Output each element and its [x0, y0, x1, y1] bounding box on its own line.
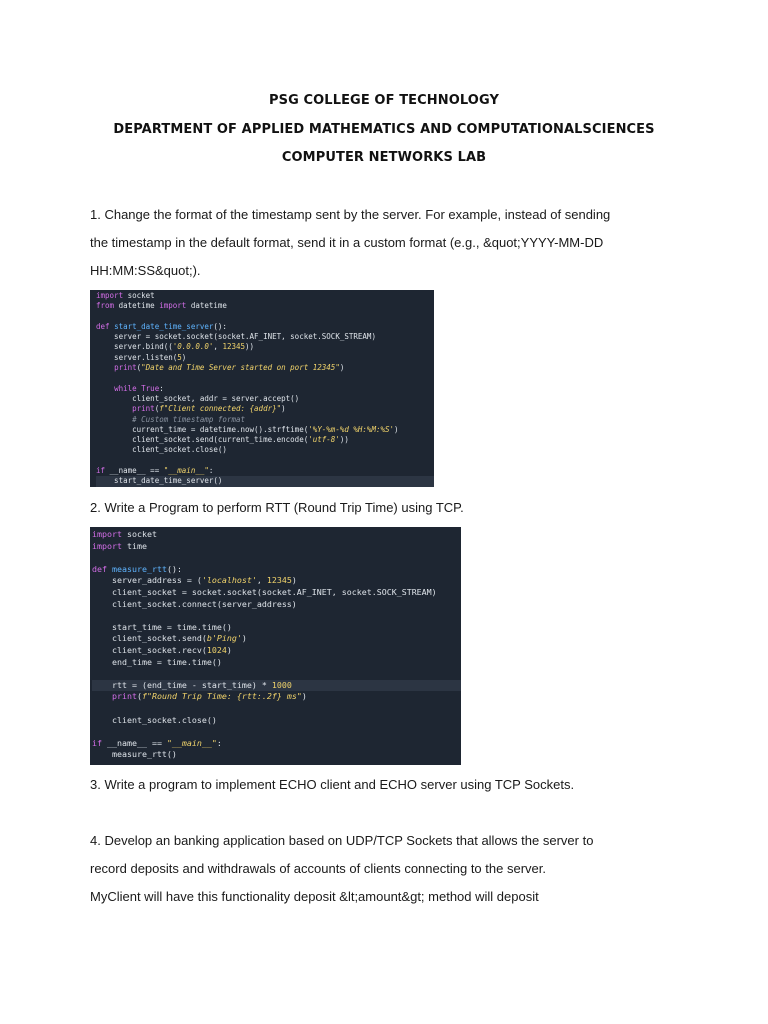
code-line — [92, 668, 461, 680]
code-line: def start_date_time_server(): — [96, 321, 227, 331]
code-line: client_socket.send(b'Ping') — [92, 633, 247, 644]
code-line: server.listen(5) — [96, 352, 187, 362]
code-line: rtt = (end_time - start_time) * 1000 — [92, 680, 461, 692]
code-line — [92, 703, 461, 715]
code-line — [92, 610, 461, 622]
code-line: start_date_time_server() — [96, 476, 434, 486]
code-line: current_time = datetime.now().strftime('%Y-%m-%d %H:%M:%S') — [96, 424, 399, 434]
code-line — [96, 373, 434, 383]
college-title: PSG COLLEGE OF TECHNOLOGY — [269, 93, 499, 108]
code-line: client_socket.connect(server_address) — [92, 598, 297, 609]
code-line: client_socket.send(current_time.encode('utf-8')) — [96, 435, 349, 445]
code-line: def measure_rtt(): — [92, 563, 182, 574]
department-title: DEPARTMENT OF APPLIED MATHEMATICS AND COMPUTATIONALSCIENCES — [113, 122, 655, 137]
code-line: end_time = time.time() — [92, 656, 222, 667]
code-line: import socket — [92, 529, 157, 539]
lab-title: COMPUTER NETWORKS LAB — [281, 150, 487, 165]
question-4-line-3: MyClient will have this functionality deposit &lt;amount&gt; method will deposit — [90, 889, 539, 904]
code-line — [96, 312, 434, 322]
question-3: 3. Write a program to implement ECHO client and ECHO server using TCP Sockets. — [90, 777, 575, 792]
code-line: server_address = ('localhost', 12345) — [92, 575, 297, 586]
question-4 — [90, 827, 690, 911]
code-line: client_socket, addr = server.accept() — [96, 393, 300, 403]
question-1-line-2: the timestamp in the default format, send it in a custom format (e.g., &quot;YYYY-MM-DD — [90, 235, 604, 250]
code-line: server.bind(('0.0.0.0', 12345)) — [96, 342, 255, 352]
code-line: server = socket.socket(socket.AF_INET, socket.SOCK_STREAM) — [96, 332, 376, 342]
question-4-line-1: 4. Develop an banking application based on UDP/TCP Sockets that allows the server to — [90, 833, 594, 848]
question-2: 2. Write a Program to perform RTT (Round Trip Time) using TCP. — [90, 500, 464, 515]
code-line — [92, 552, 461, 564]
question-1-line-3: HH:MM:SS&quot;). — [90, 263, 201, 278]
code-line: if __name__ == "__main__": — [92, 737, 222, 748]
code-line: import socket — [96, 291, 155, 300]
code-line: if __name__ == "__main__": — [96, 466, 214, 476]
question-1-line-1: 1. Change the format of the timestamp sent by the server. For example, instead of sending — [90, 207, 611, 222]
code-line: while True: — [114, 383, 164, 393]
code-screenshot-datetime-server — [90, 290, 434, 487]
question-1 — [90, 201, 690, 285]
code-line: print(f"Round Trip Time: {rtt:.2f} ms") — [111, 691, 307, 702]
code-line — [92, 726, 461, 738]
code-screenshot-rtt-client — [90, 527, 461, 765]
code-line — [96, 456, 434, 466]
code-line: measure_rtt() — [92, 749, 177, 760]
code-line: client_socket.close() — [92, 714, 217, 725]
code-line: client_socket = socket.socket(socket.AF_INET, socket.SOCK_STREAM) — [92, 586, 437, 597]
code-line: client_socket.close() — [96, 445, 227, 455]
code-line: print(f"Client connected: {addr}") — [132, 404, 286, 414]
code-line: print("Date and Time Server started on port 12345") — [114, 363, 345, 373]
question-4-line-2: record deposits and withdrawals of accounts of clients connecting to the server. — [90, 861, 546, 876]
code-line: # Custom timestamp format — [96, 414, 246, 424]
code-line: from datetime import datetime — [96, 301, 227, 311]
code-line: start_time = time.time() — [92, 621, 232, 632]
code-line: import time — [92, 540, 147, 551]
code-line: client_socket.recv(1024) — [92, 644, 232, 655]
